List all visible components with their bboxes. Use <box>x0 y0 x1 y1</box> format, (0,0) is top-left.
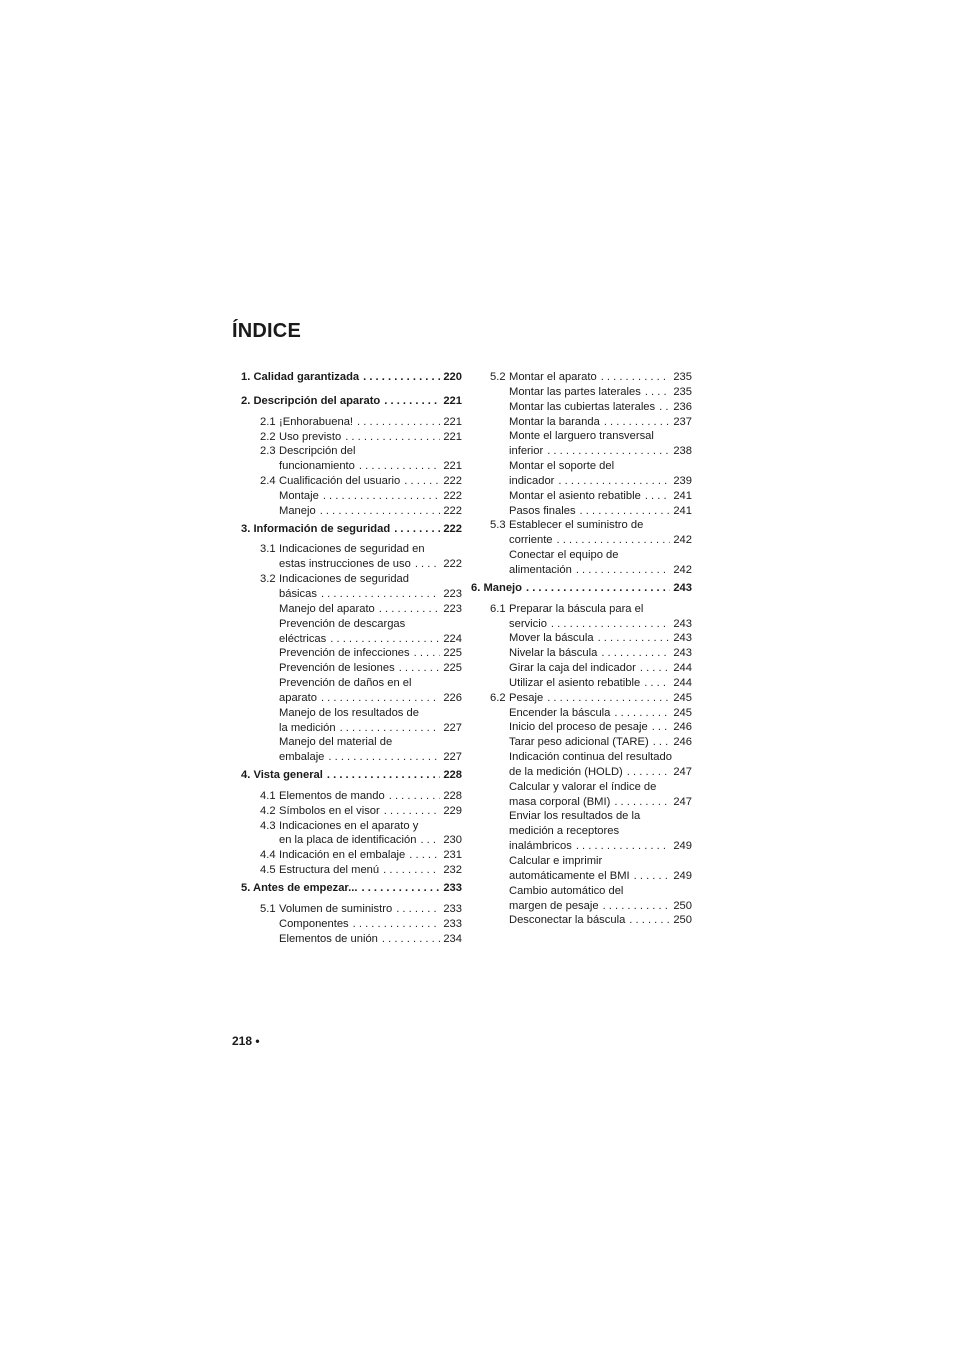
toc-entry-text: Indicación en el embalaje <box>279 849 406 862</box>
toc-entry-text: Montar el asiento rebatible <box>509 489 641 502</box>
leader-dots <box>409 848 440 863</box>
toc-entry <box>462 869 692 884</box>
toc-entry-text: Establecer el suministro de <box>509 519 644 532</box>
toc-entry-number: 3.1 <box>260 543 276 556</box>
toc-entry <box>462 765 692 780</box>
toc-page-number: 234 <box>443 932 462 945</box>
toc-entry <box>232 557 462 572</box>
toc-entry <box>462 504 692 519</box>
toc-entry-number: 2.4 <box>260 475 276 488</box>
leader-dots <box>547 444 670 459</box>
toc-entry-text: estas instrucciones de uso <box>279 558 411 571</box>
toc-entry <box>462 735 692 750</box>
toc-entry-text: Prevención de lesiones <box>279 662 395 675</box>
toc-page-number: 236 <box>673 400 692 413</box>
toc-entry-text: Monte el larguero transversal <box>509 430 654 443</box>
toc-entry-number: 6.1 <box>490 602 506 615</box>
leader-dots <box>353 917 441 932</box>
leader-dots <box>601 646 670 661</box>
toc-heading <box>462 581 692 602</box>
leader-dots <box>557 533 671 548</box>
toc-page-number: 233 <box>443 882 462 894</box>
toc-entry-number: 5.3 <box>490 519 506 532</box>
toc-entry-text: Manejo de los resultados de <box>279 706 419 719</box>
toc-entry-text: Volumen de suministro <box>279 902 393 915</box>
toc-section <box>462 370 692 578</box>
toc-entry <box>232 932 462 947</box>
toc-entry <box>462 913 692 928</box>
toc-page-number: 246 <box>673 736 692 749</box>
toc-section <box>462 581 692 928</box>
toc-entry <box>462 370 692 385</box>
leader-dots <box>321 587 440 602</box>
toc-page-number: 221 <box>443 394 462 407</box>
toc-page-number: 225 <box>443 662 462 675</box>
toc-entry-text: Cualificación del usuario <box>279 475 401 488</box>
toc-entry <box>232 542 462 557</box>
toc-entry-text: Montar el soporte del <box>509 460 615 473</box>
toc-entry-number: 5.1 <box>260 902 276 915</box>
toc-entry <box>232 917 462 932</box>
leader-dots <box>328 750 440 765</box>
page-number: 218 • <box>232 1034 260 1048</box>
toc-entry-number: 3.2 <box>260 573 276 586</box>
toc-entry <box>462 489 692 504</box>
leader-dots <box>383 863 440 878</box>
toc-column-left <box>232 370 462 946</box>
toc-heading-text: 4. Vista general <box>241 769 323 782</box>
leader-dots <box>614 795 670 810</box>
toc-entry-text: Pasos finales <box>509 504 576 517</box>
toc-page-number: 232 <box>443 864 462 877</box>
toc-entry-text: Indicaciones en el aparato y <box>279 819 419 832</box>
leader-dots <box>389 789 441 804</box>
toc-heading <box>232 394 462 415</box>
toc-section <box>232 768 462 878</box>
leader-dots <box>323 489 441 504</box>
toc-entry <box>462 899 692 914</box>
toc-entry <box>462 706 692 721</box>
toc-heading <box>232 881 462 902</box>
toc-entry <box>232 789 462 804</box>
toc-entry <box>232 572 462 587</box>
toc-entry <box>462 631 692 646</box>
toc-entry-text: Montar las cubiertas laterales <box>509 400 656 413</box>
toc-page-number: 221 <box>443 430 462 443</box>
toc-entry <box>462 518 692 533</box>
toc-entry-text: Prevención de descargas <box>279 617 406 630</box>
toc-entry <box>462 617 692 632</box>
leader-dots <box>384 394 440 409</box>
toc-page-number: 220 <box>443 371 462 383</box>
toc-entry <box>232 902 462 917</box>
leader-dots <box>321 691 440 706</box>
toc-entry <box>462 854 692 869</box>
toc-entry <box>232 617 462 632</box>
toc-page-number: 250 <box>673 899 692 912</box>
toc-entry <box>232 646 462 661</box>
toc-entry-text: Conectar el equipo de <box>509 549 619 562</box>
toc-entry-number: 4.2 <box>260 804 276 817</box>
toc-entry-text: Calcular e imprimir <box>509 855 603 867</box>
toc-entry-text: Indicaciones de seguridad <box>279 573 409 586</box>
toc-page-number: 222 <box>443 504 462 517</box>
leader-dots <box>627 765 671 780</box>
toc-entry-text: Manejo <box>279 504 316 517</box>
toc-section <box>232 522 462 766</box>
toc-entry-text: Pesaje <box>509 691 544 704</box>
leader-dots <box>414 646 441 661</box>
toc-entry-text: indicador <box>509 474 555 487</box>
toc-entry <box>462 563 692 578</box>
toc-page-number: 243 <box>673 581 692 594</box>
toc-entry <box>462 809 692 824</box>
leader-dots <box>644 676 670 691</box>
leader-dots <box>404 474 440 489</box>
leader-dots <box>645 385 671 400</box>
toc-page-number: 222 <box>443 558 462 571</box>
toc-page-number: 239 <box>673 474 692 487</box>
leader-dots <box>415 557 440 572</box>
toc-entry <box>462 474 692 489</box>
leader-dots <box>359 459 440 474</box>
toc-entry-number: 4.1 <box>260 789 276 802</box>
toc-entry-text: Indicaciones de seguridad en <box>279 543 425 556</box>
leader-dots <box>634 869 671 884</box>
toc-entry <box>462 780 692 795</box>
toc-entry <box>462 533 692 548</box>
toc-section <box>232 881 462 946</box>
toc-entry-text: inferior <box>509 445 544 458</box>
toc-entry <box>232 587 462 602</box>
leader-dots <box>384 804 441 819</box>
toc-page-number: 241 <box>673 489 692 502</box>
toc-entry-text: Encender la báscula <box>509 706 611 719</box>
toc-entry-text: aparato <box>279 691 317 704</box>
leader-dots <box>340 721 441 736</box>
toc-page-number: 233 <box>443 917 462 930</box>
toc-entry-text: Uso previsto <box>279 430 342 443</box>
toc-page-number: 250 <box>673 914 692 927</box>
toc-heading-text: 1. Calidad garantizada <box>241 371 360 383</box>
toc-page-number: 242 <box>673 534 692 547</box>
toc-page-number: 247 <box>673 795 692 808</box>
toc-entry-text: básicas <box>279 587 317 600</box>
toc-page-number: 247 <box>673 765 692 778</box>
toc-entry-text: medición a receptores <box>509 825 620 838</box>
toc-entry <box>232 721 462 736</box>
toc-entry <box>462 429 692 444</box>
toc-column-right <box>462 370 692 928</box>
toc-page-number: 235 <box>673 385 692 398</box>
toc-entry-text: Utilizar el asiento rebatible <box>509 676 641 689</box>
leader-dots <box>361 881 440 896</box>
toc-entry-text: funcionamiento <box>279 460 355 473</box>
toc-entry-text: margen de pesaje <box>509 899 599 912</box>
toc-heading-text: 6. Manejo <box>471 581 522 594</box>
toc-heading-text: 5. Antes de empezar... <box>241 882 358 894</box>
toc-entry-number: 2.3 <box>260 445 276 458</box>
leader-dots <box>382 932 440 947</box>
toc-heading <box>232 370 462 391</box>
toc-entry <box>232 750 462 765</box>
toc-entry-number: 2.1 <box>260 415 276 428</box>
toc-entry <box>462 415 692 430</box>
toc-entry <box>462 676 692 691</box>
toc-entry-text: eléctricas <box>279 632 327 645</box>
toc-entry <box>462 444 692 459</box>
toc-page-number: 243 <box>673 647 692 660</box>
toc-page-number: 230 <box>443 834 462 847</box>
toc-entry-text: Desconectar la báscula <box>509 914 626 927</box>
toc-entry-number: 4.5 <box>260 864 276 877</box>
toc-entry-text: Enviar los resultados de la <box>509 810 641 823</box>
toc-entry-text: servicio <box>509 617 547 630</box>
toc-entry <box>232 444 462 459</box>
toc-page-number: 231 <box>443 849 462 862</box>
toc-page-number: 222 <box>443 522 462 535</box>
toc-entry-text: Inicio del proceso de pesaje <box>509 721 648 734</box>
leader-dots <box>576 563 671 578</box>
toc-page-number: 223 <box>443 602 462 615</box>
toc-page-number: 245 <box>673 706 692 719</box>
toc-entry <box>232 459 462 474</box>
toc-entry <box>232 676 462 691</box>
leader-dots <box>603 899 671 914</box>
toc-page-number: 238 <box>673 445 692 458</box>
toc-entry <box>232 661 462 676</box>
toc-page-number: 249 <box>673 869 692 882</box>
toc-entry <box>232 474 462 489</box>
toc-entry <box>232 430 462 445</box>
toc-entry-text: Descripción del <box>279 445 356 458</box>
leader-dots <box>653 735 671 750</box>
toc-page-number: 224 <box>443 632 462 645</box>
toc-entry <box>232 833 462 848</box>
leader-dots <box>558 474 670 489</box>
toc-entry-text: en la placa de identificación <box>279 834 417 847</box>
toc-entry-text: Componentes <box>279 917 349 930</box>
toc-entry-text: Manejo del material de <box>279 736 393 749</box>
toc-entry-number: 4.4 <box>260 849 276 862</box>
leader-dots <box>345 430 440 445</box>
toc-section <box>232 370 462 391</box>
toc-page-number: 222 <box>443 475 462 488</box>
toc-page-number: 245 <box>673 691 692 704</box>
toc-page-number: 243 <box>673 632 692 645</box>
toc-entry-text: Montaje <box>279 489 319 502</box>
toc-page-number: 243 <box>673 617 692 630</box>
toc-entry-text: automáticamente el BMI <box>509 869 630 882</box>
toc-page-number: 221 <box>443 415 462 428</box>
toc-entry-text: Tarar peso adicional (TARE) <box>509 736 649 749</box>
leader-dots <box>394 522 440 537</box>
toc-page-number: 229 <box>443 804 462 817</box>
toc-page-number: 244 <box>673 662 692 675</box>
toc-entry <box>232 804 462 819</box>
toc-entry-text: Elementos de mando <box>279 789 385 802</box>
toc-entry-text: inalámbricos <box>509 840 572 853</box>
toc-page-number: 237 <box>673 415 692 428</box>
leader-dots <box>420 833 440 848</box>
toc-entry <box>232 863 462 878</box>
toc-entry-text: ¡Enhorabuena! <box>279 415 354 428</box>
toc-entry-text: Calcular y valorar el índice de <box>509 780 657 793</box>
toc-entry <box>462 691 692 706</box>
toc-page-number: 226 <box>443 691 462 704</box>
toc-heading-text: 3. Información de seguridad <box>241 522 391 535</box>
toc-entry-text: Montar las partes laterales <box>509 385 641 398</box>
leader-dots <box>601 370 671 385</box>
toc-page-number: 235 <box>673 371 692 383</box>
leader-dots <box>320 504 441 519</box>
toc-entry <box>462 602 692 617</box>
leader-dots <box>645 489 670 504</box>
toc-entry <box>232 735 462 750</box>
leader-dots <box>580 504 671 519</box>
toc-entry-text: Prevención de daños en el <box>279 677 412 690</box>
toc-page-number: 223 <box>443 587 462 600</box>
leader-dots <box>526 581 670 596</box>
toc-entry <box>462 720 692 735</box>
toc-entry-text: Estructura del menú <box>279 864 380 877</box>
leader-dots <box>614 706 670 721</box>
toc-entry <box>462 750 692 765</box>
toc-page-number: 228 <box>443 769 462 782</box>
toc-page-number: 227 <box>443 751 462 764</box>
leader-dots <box>357 415 440 430</box>
toc-entry <box>232 489 462 504</box>
toc-entry <box>232 706 462 721</box>
toc-entry-text: Montar el aparato <box>509 371 597 383</box>
toc-entry <box>462 795 692 810</box>
toc-entry <box>462 839 692 854</box>
toc-entry <box>462 884 692 899</box>
toc-page-number: 221 <box>443 460 462 473</box>
toc-section <box>232 394 462 519</box>
toc-entry <box>462 459 692 474</box>
leader-dots <box>604 415 671 430</box>
toc-entry-text: alimentación <box>509 563 572 576</box>
toc-entry <box>232 415 462 430</box>
toc-entry-text: embalaje <box>279 751 325 764</box>
leader-dots <box>576 839 671 854</box>
toc-entry-text: la medición <box>279 721 336 734</box>
toc-entry <box>462 661 692 676</box>
toc-page-number: 241 <box>673 504 692 517</box>
toc-page-number: 249 <box>673 840 692 853</box>
toc-entry <box>232 504 462 519</box>
toc-entry <box>232 602 462 617</box>
leader-dots <box>399 661 441 676</box>
toc-page-number: 233 <box>443 902 462 915</box>
toc-entry-text: Cambio automático del <box>509 884 624 897</box>
toc-entry-number: 5.2 <box>490 371 506 383</box>
toc-entry-text: Manejo del aparato <box>279 602 375 615</box>
toc-entry-number: 6.2 <box>490 691 506 704</box>
leader-dots <box>659 400 670 415</box>
toc-page-number: 227 <box>443 721 462 734</box>
toc-entry <box>462 824 692 839</box>
toc-entry <box>232 848 462 863</box>
toc-entry-number: 2.2 <box>260 430 276 443</box>
page-title: ÍNDICE <box>232 320 301 342</box>
leader-dots <box>379 602 441 617</box>
toc-page-number: 228 <box>443 789 462 802</box>
leader-dots <box>640 661 670 676</box>
toc-entry-text: Elementos de unión <box>279 932 378 945</box>
toc-entry-number: 4.3 <box>260 819 276 832</box>
toc-entry-text: de la medición (HOLD) <box>509 765 623 778</box>
toc-entry-text: Indicación continua del resultado <box>509 751 672 764</box>
toc-page-number: 225 <box>443 647 462 660</box>
toc-entry <box>462 385 692 400</box>
toc-entry-text: Nivelar la báscula <box>509 647 598 660</box>
toc-page-number: 244 <box>673 676 692 689</box>
toc-entry-text: Prevención de infecciones <box>279 647 410 660</box>
toc-entry <box>232 632 462 647</box>
toc-entry-text: Mover la báscula <box>509 632 594 645</box>
toc-entry <box>462 548 692 563</box>
toc-entry-text: Girar la caja del indicador <box>509 662 636 675</box>
leader-dots <box>652 720 671 735</box>
toc-entry-text: masa corporal (BMI) <box>509 795 611 808</box>
toc-entry-text: corriente <box>509 534 553 547</box>
toc-heading-text: 2. Descripción del aparato <box>241 394 381 407</box>
leader-dots <box>598 631 671 646</box>
leader-dots <box>363 370 440 385</box>
toc-entry-text: Preparar la báscula para el <box>509 602 644 615</box>
toc-page-number: 222 <box>443 489 462 502</box>
leader-dots <box>327 768 440 783</box>
toc-entry <box>232 691 462 706</box>
leader-dots <box>629 913 670 928</box>
toc-entry <box>462 646 692 661</box>
toc-page-number: 242 <box>673 563 692 576</box>
toc-entry-text: Símbolos en el visor <box>279 804 380 817</box>
leader-dots <box>551 617 670 632</box>
leader-dots <box>547 691 670 706</box>
toc-entry <box>232 819 462 834</box>
toc-entry-text: Montar la baranda <box>509 415 600 428</box>
toc-page-number: 246 <box>673 721 692 734</box>
toc-heading <box>232 768 462 789</box>
leader-dots <box>330 632 440 647</box>
toc-heading <box>232 522 462 543</box>
toc-entry <box>462 400 692 415</box>
leader-dots <box>396 902 440 917</box>
